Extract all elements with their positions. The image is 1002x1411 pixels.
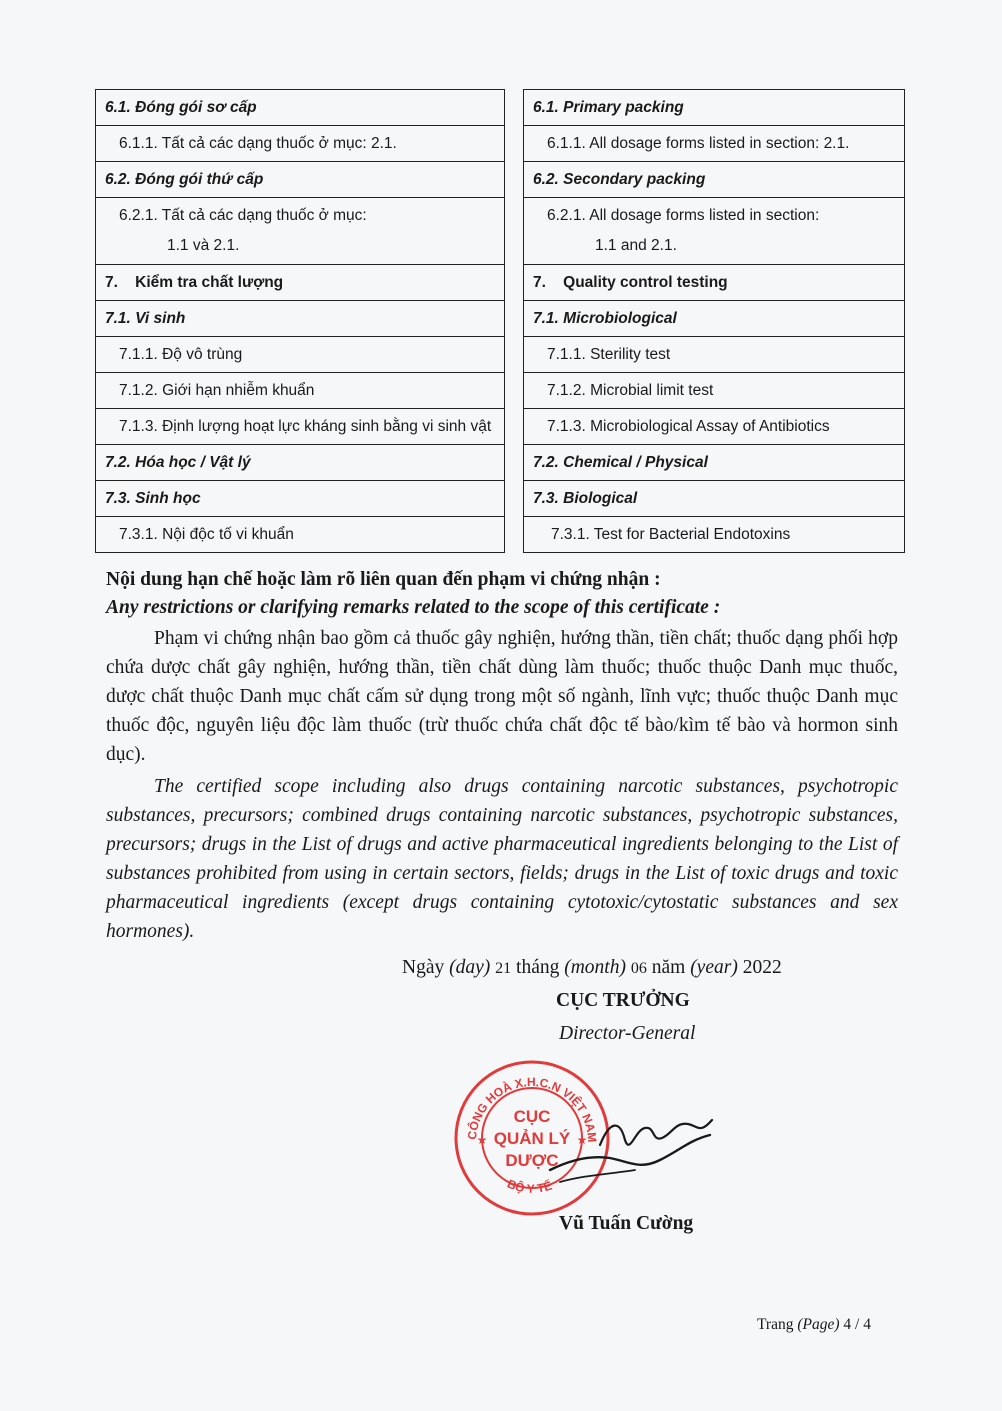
table-cell-line: 6.2.1. Tất cả các dạng thuốc ở mục: [119,207,367,224]
signer-name: Vũ Tuấn Cường [559,1213,694,1234]
remarks-paragraph-vi: Phạm vi chứng nhận bao gồm cả thuốc gây nghiện, hướng thần, tiền chất; thuốc dạng phối hợp chứa dược chất gây nghiện, hướng thần, tiền chất dùng làm thuốc; thuốc thuộc Danh mục thuốc, dược chất thuộc Danh mục chất cấm sử dụng trong một số ngành, lĩnh vực; thuốc thuộc Danh mục thuốc độc, nguyên liệu độc làm thuốc (trừ thuốc chứa chất độc tế bào/kìm tế bào và hormon sinh dục). [106,628,898,765]
table-row: 7.3.1. Nội độc tố vi khuẩn [96,517,505,553]
footer-number: 4 / 4 [843,1316,871,1333]
table-row: 7.1.1. Sterility test [524,337,905,373]
table-row: 6.1. Đóng gói sơ cấp [96,90,505,126]
table-row: 7.2. Chemical / Physical [524,445,905,481]
seal-line1: CỤC [513,1107,551,1126]
table-row: 6.1.1. Tất cả các dạng thuốc ở mục: 2.1. [96,126,505,162]
footer-page: (Page) [797,1316,840,1333]
table-row: 6.2. Secondary packing [524,162,905,198]
seal-line2: QUẢN LÝ [493,1129,571,1148]
table-row: 6.1.1. All dosage forms listed in section: 2.1. [524,126,905,162]
date-label-month: (month) [564,957,626,978]
seal-star-left: ★ [476,1133,488,1147]
table-row: 7.1.3. Định lượng hoạt lực kháng sinh bằng vi sinh vật [96,409,505,445]
date-label-ngay: Ngày [402,957,445,978]
table-row: 7.3. Biological [524,481,905,517]
seal-ring-text: CÔNG HOÀ X.H.C.N VIỆT NAM [464,1074,600,1143]
table-row: 6.1. Primary packing [524,90,905,126]
table-cell-line: 6.2.1. All dosage forms listed in section: [547,207,820,224]
handwritten-signature-icon [540,1100,720,1200]
table-row: 7. Kiểm tra chất lượng [96,265,505,301]
remarks-heading-en: Any restrictions or clarifying remarks related to the scope of this certificate : [106,597,721,618]
scope-table-vietnamese [95,89,505,553]
date-label-day: (day) [449,957,491,978]
table-row: 7.3.1. Test for Bacterial Endotoxins [524,517,905,553]
issue-date [402,957,782,979]
seal-bottom-text: BỘ Y TẾ [505,1176,554,1196]
director-title-en: Director-General [559,1023,696,1044]
table-row: 7.3. Sinh học [96,481,505,517]
table-row: 7. Quality control testing [524,265,905,301]
date-label-thang: tháng [516,957,560,978]
table-cell-line: 1.1 và 2.1. [167,237,240,254]
table-row: 7.1. Microbiological [524,301,905,337]
remarks-heading [106,566,906,622]
table-row [524,198,905,265]
remarks-paragraph-en: The certified scope including also drugs containing narcotic substances, psychotropic substances, precursors; combined drugs containing narcotic substances, psychotropic substances, precursors; drugs in the List of drugs and active pharmaceutical ingredients belonging to the List of substances prohibited from using in certain sectors, fields; drugs in the List of toxic drugs and toxic pharmaceutical ingredients (except drugs containing cytotoxic/cytostatic substances and sex hormones). [106,776,898,942]
table-row: 6.2. Đóng gói thứ cấp [96,162,505,198]
table-row: 7.1.3. Microbiological Assay of Antibiotics [524,409,905,445]
table-row [96,198,505,265]
table-row: 7.1.2. Microbial limit test [524,373,905,409]
table-row: 7.2. Hóa học / Vật lý [96,445,505,481]
date-month-value: 06 [630,960,647,977]
scope-table-english [523,89,905,553]
seal-star-right: ★ [576,1133,588,1147]
seal-line3: DƯỢC [505,1151,559,1170]
table-row: 7.1. Vi sinh [96,301,505,337]
date-label-year: (year) [690,957,738,978]
table-row: 7.1.1. Độ vô trùng [96,337,505,373]
date-year-value: 2022 [742,957,782,978]
remarks-heading-vi: Nội dung hạn chế hoặc làm rõ liên quan đến phạm vi chứng nhận : [106,569,661,590]
date-label-nam: năm [651,957,686,978]
page-number [757,1316,871,1334]
director-title-vi: CỤC TRƯỞNG [556,990,690,1011]
table-row: 7.1.2. Giới hạn nhiễm khuẩn [96,373,505,409]
footer-trang: Trang [757,1316,794,1333]
date-day-value: 21 [495,960,512,977]
table-cell-line: 1.1 and 2.1. [595,237,677,254]
